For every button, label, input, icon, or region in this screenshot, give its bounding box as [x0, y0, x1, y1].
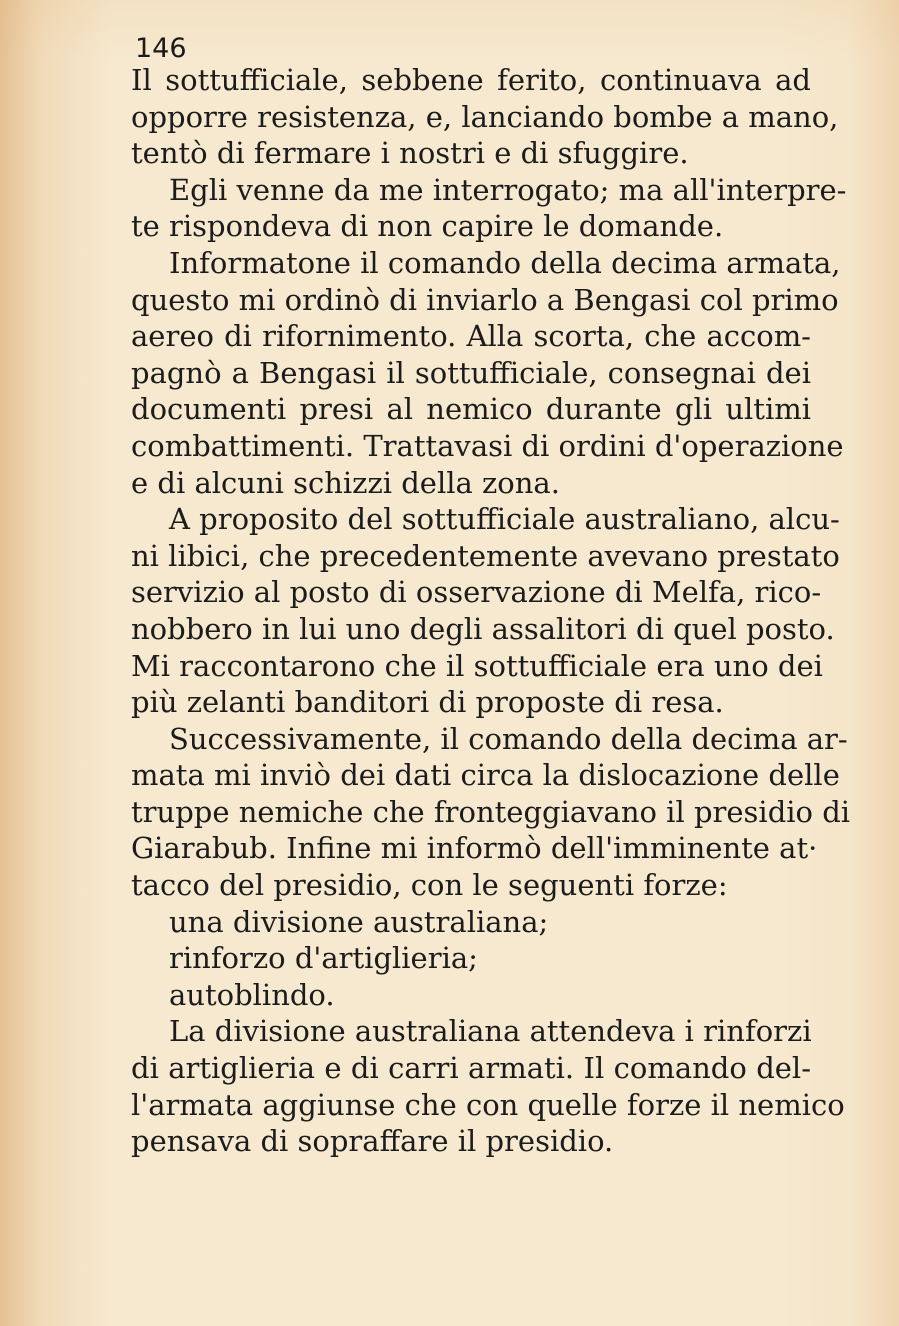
text-line: pensava di sopraffare il presidio.	[131, 1124, 614, 1159]
text-line: tacco del presidio, con le seguenti forze:	[131, 868, 728, 903]
text-line: autoblindo.	[169, 977, 335, 1012]
text-line: Informatone il comando della decima armata,	[169, 245, 841, 280]
text-line: Mi raccontarono che il sottufficiale era uno dei	[131, 648, 823, 683]
text-line: rinforzo d'artiglieria;	[169, 941, 478, 976]
text-line: Successivamente, il comando della decima ar-	[169, 721, 848, 756]
text-line: aereo di rifornimento. Alla scorta, che accom-	[131, 319, 811, 354]
body-text	[131, 62, 851, 1160]
text-line: tentò di fermare i nostri e di sfuggire.	[131, 136, 689, 171]
text-line: Egli venne da me interrogato; ma all'interpre-	[169, 172, 847, 207]
text-line: A proposito del sottufficiale australiano, alcu-	[169, 502, 840, 537]
text-line: te rispondeva di non capire le domande.	[131, 209, 724, 244]
text-line: questo mi ordinò di inviarlo a Bengasi col primo	[131, 282, 839, 317]
text-line: ni libici, che precedentemente avevano prestato	[131, 538, 840, 573]
text-line: La divisione australiana attendeva i rinforzi	[169, 1014, 812, 1049]
text-line: e di alcuni schizzi della zona.	[131, 465, 560, 500]
text-line: Il sottufficiale, sebbene ferito, continuava ad	[131, 63, 811, 97]
text-line: combattimenti. Trattavasi di ordini d'operazione	[131, 428, 844, 463]
text-line: Giarabub. Infine mi informò dell'imminente at·	[131, 831, 818, 866]
text-line: una divisione australiana;	[169, 904, 549, 939]
text-line: opporre resistenza, e, lanciando bombe a mano,	[131, 99, 839, 134]
text-line: di artiglieria e di carri armati. Il comando del-	[131, 1051, 811, 1086]
text-line: l'armata aggiunse che con quelle forze il nemico	[131, 1087, 845, 1122]
text-line: documenti presi al nemico durante gli ultimi	[131, 392, 811, 427]
text-line: truppe nemiche che fronteggiavano il presidio di	[131, 794, 851, 829]
text-line: servizio al posto di osservazione di Melfa, rico-	[131, 575, 822, 610]
page-number: 146	[135, 33, 187, 64]
text-line: nobbero in lui uno degli assalitori di quel posto.	[131, 611, 835, 646]
text-line: pagnò a Bengasi il sottufficiale, consegnai dei	[131, 355, 811, 390]
text-line: più zelanti banditori di proposte di resa.	[131, 685, 724, 720]
text-line: mata mi inviò dei dati circa la dislocazione delle	[131, 758, 840, 793]
